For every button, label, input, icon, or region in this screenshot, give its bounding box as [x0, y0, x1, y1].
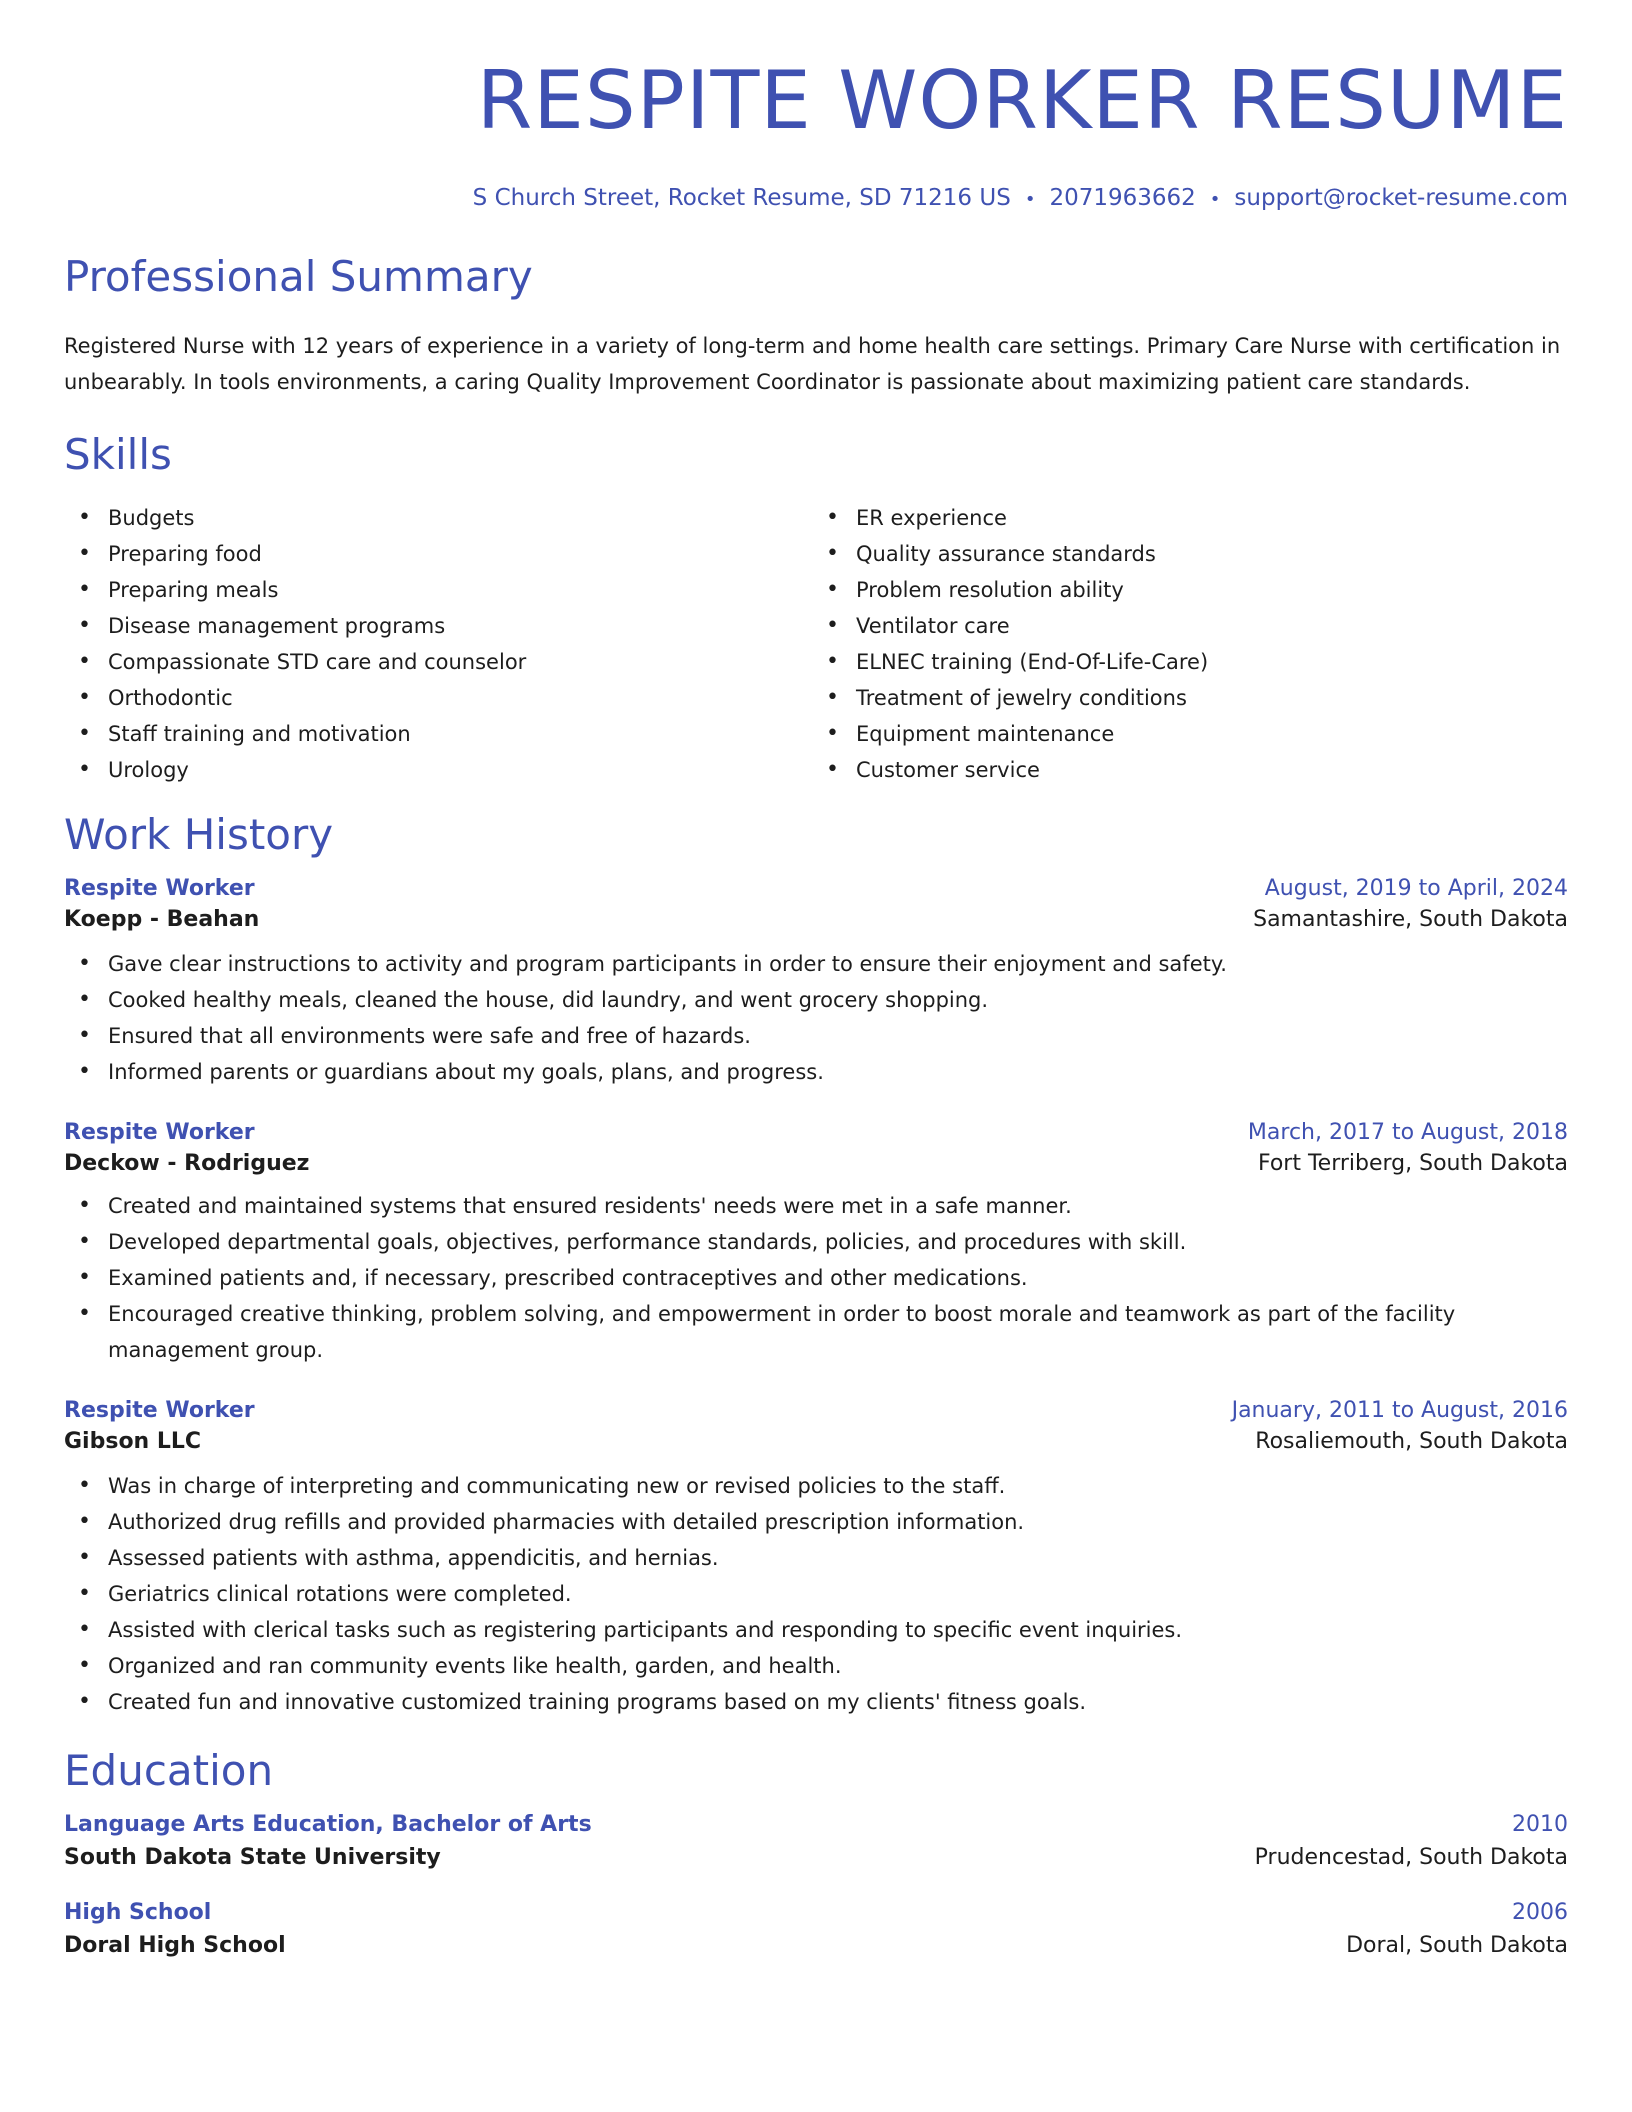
- duty-item: • Ensured that all environments were safe and free of hazards.: [64, 1018, 1568, 1054]
- skills-heading: Skills: [64, 430, 172, 479]
- skill-item: • Treatment of jewelry conditions: [816, 680, 1568, 716]
- contact-line: [64, 182, 1568, 214]
- job-org-row: [64, 1151, 1568, 1176]
- skill-item: • Staff training and motivation: [64, 716, 816, 752]
- resume-page: [64, 0, 1568, 1958]
- job-entry: [64, 1120, 1568, 1368]
- duty-item: • Cooked healthy meals, cleaned the house, did laundry, and went grocery shopping.: [64, 982, 1568, 1018]
- resume-title: RESPITE WORKER RESUME: [476, 54, 1568, 147]
- skills-column-left: [64, 500, 816, 788]
- duty-item: • Created and maintained systems that ensured residents' needs were met in a safe manner.: [64, 1188, 1568, 1224]
- degree: High School: [64, 1900, 212, 1925]
- job-duties: [64, 1188, 1568, 1368]
- school-name: Doral High School: [64, 1933, 286, 1958]
- skill-item: • Urology: [64, 752, 816, 788]
- education-header-row: [64, 1812, 1568, 1837]
- skill-item: • Preparing meals: [64, 572, 816, 608]
- skill-item: • Budgets: [64, 500, 816, 536]
- job-location: Rosaliemouth, South Dakota: [1255, 1429, 1568, 1454]
- phone: 2071963662: [1049, 185, 1196, 211]
- duty-item: • Encouraged creative thinking, problem solving, and empowerment in order to boost morale and teamwork as part of the facility management group.: [64, 1296, 1568, 1368]
- job-duties: [64, 946, 1568, 1090]
- duty-item: • Authorized drug refills and provided pharmacies with detailed prescription information.: [64, 1504, 1568, 1540]
- duty-item: • Assessed patients with asthma, appendicitis, and hernias.: [64, 1540, 1568, 1576]
- duty-item: • Was in charge of interpreting and communicating new or revised policies to the staff.: [64, 1468, 1568, 1504]
- job-title: Respite Worker: [64, 1398, 255, 1423]
- education-header-row: [64, 1900, 1568, 1925]
- skill-item: • Compassionate STD care and counselor: [64, 644, 816, 680]
- skill-item: • ELNEC training (End-Of-Life-Care): [816, 644, 1568, 680]
- email-link[interactable]: support@rocket-resume.com: [1234, 185, 1568, 211]
- summary-text: Registered Nurse with 12 years of experience in a variety of long-term and home health care settings. Primary Care Nurse with certification in unbearably. In tools environments, a caring Quality Improvement Coordinator is passionate about maximizing patient care standards.: [64, 334, 1561, 394]
- skills-column-right: [816, 500, 1568, 788]
- duty-item: • Gave clear instructions to activity and program participants in order to ensure their enjoyment and safety.: [64, 946, 1568, 982]
- education-entry: [64, 1812, 1568, 1870]
- education-org-row: [64, 1933, 1568, 1958]
- education-entry: [64, 1900, 1568, 1958]
- job-location: Samantashire, South Dakota: [1253, 907, 1568, 932]
- duty-item: • Organized and ran community events like health, garden, and health.: [64, 1648, 1568, 1684]
- school-name: South Dakota State University: [64, 1845, 441, 1870]
- graduation-year: 2010: [1512, 1812, 1568, 1837]
- duty-item: • Created fun and innovative customized training programs based on my clients' fitness goals.: [64, 1684, 1568, 1720]
- separator-dot: •: [1024, 189, 1036, 210]
- education-org-row: [64, 1845, 1568, 1870]
- graduation-year: 2006: [1512, 1900, 1568, 1925]
- skill-item: • Preparing food: [64, 536, 816, 572]
- job-company: Gibson LLC: [64, 1429, 202, 1454]
- job-header-row: [64, 1120, 1568, 1145]
- job-org-row: [64, 907, 1568, 932]
- job-entry: [64, 1398, 1568, 1720]
- job-company: Koepp - Beahan: [64, 907, 260, 932]
- job-title: Respite Worker: [64, 1120, 255, 1145]
- separator-dot: •: [1209, 189, 1221, 210]
- education-heading: Education: [64, 1746, 274, 1795]
- job-title: Respite Worker: [64, 876, 255, 901]
- school-location: Doral, South Dakota: [1346, 1933, 1568, 1958]
- skill-item: • Orthodontic: [64, 680, 816, 716]
- job-dates: August, 2019 to April, 2024: [1264, 876, 1568, 901]
- job-dates: January, 2011 to August, 2016: [1231, 1398, 1568, 1423]
- skill-item: • Quality assurance standards: [816, 536, 1568, 572]
- work-history-heading: Work History: [64, 810, 334, 859]
- duty-item: • Examined patients and, if necessary, prescribed contraceptives and other medications.: [64, 1260, 1568, 1296]
- job-dates: March, 2017 to August, 2018: [1247, 1120, 1568, 1145]
- job-header-row: [64, 1398, 1568, 1423]
- job-org-row: [64, 1429, 1568, 1454]
- job-entry: [64, 876, 1568, 1090]
- school-location: Prudencestad, South Dakota: [1254, 1845, 1568, 1870]
- job-company: Deckow - Rodriguez: [64, 1151, 310, 1176]
- address: S Church Street, Rocket Resume, SD 71216 US: [472, 185, 1011, 211]
- skill-item: • Ventilator care: [816, 608, 1568, 644]
- duty-item: • Assisted with clerical tasks such as registering participants and responding to specific event inquiries.: [64, 1612, 1568, 1648]
- skill-item: • Equipment maintenance: [816, 716, 1568, 752]
- job-duties: [64, 1468, 1568, 1720]
- skill-item: • Customer service: [816, 752, 1568, 788]
- skills-list: [64, 500, 1568, 788]
- job-header-row: [64, 876, 1568, 901]
- skill-item: • Problem resolution ability: [816, 572, 1568, 608]
- skill-item: • Disease management programs: [64, 608, 816, 644]
- duty-item: • Geriatrics clinical rotations were completed.: [64, 1576, 1568, 1612]
- duty-item: • Developed departmental goals, objectives, performance standards, policies, and procedures with skill.: [64, 1224, 1568, 1260]
- duty-item: • Informed parents or guardians about my goals, plans, and progress.: [64, 1054, 1568, 1090]
- skill-item: • ER experience: [816, 500, 1568, 536]
- summary-heading: Professional Summary: [64, 252, 533, 301]
- job-location: Fort Terriberg, South Dakota: [1257, 1151, 1568, 1176]
- degree: Language Arts Education, Bachelor of Arts: [64, 1812, 592, 1837]
